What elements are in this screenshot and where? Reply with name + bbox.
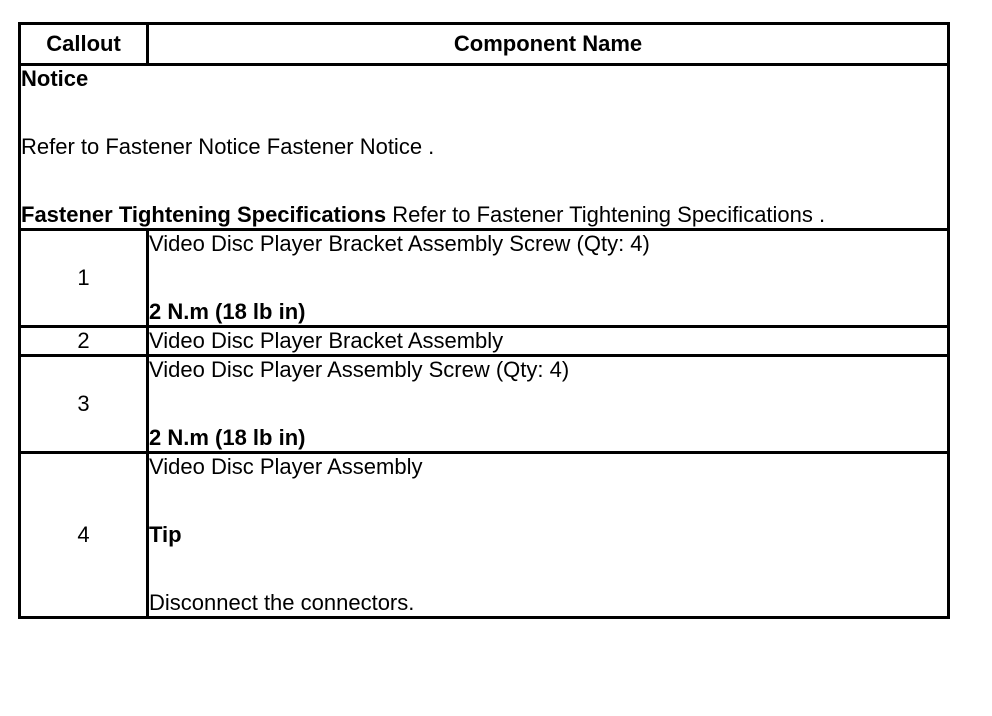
spec-label: Fastener Tightening Specifications xyxy=(21,202,387,227)
component-name: Video Disc Player Bracket Assembly Screw (Qty: 4) xyxy=(149,231,650,256)
notice-text: Refer to Fastener Notice Fastener Notice . xyxy=(21,134,435,159)
callout-cell: 2 xyxy=(20,327,148,356)
callout-cell: 4 xyxy=(20,453,148,618)
table-header-row xyxy=(20,24,949,65)
tip-label: Tip xyxy=(149,522,182,547)
component-name: Video Disc Player Assembly xyxy=(149,454,423,479)
table-row xyxy=(20,230,949,327)
header-component-name: Component Name xyxy=(148,24,949,65)
torque-spec: 2 N.m (18 lb in) xyxy=(149,425,306,450)
notice-row xyxy=(20,65,949,230)
spec-text: Refer to Fastener Tightening Specifications . xyxy=(386,202,826,227)
component-name: Video Disc Player Assembly Screw (Qty: 4) xyxy=(149,357,570,382)
component-cell xyxy=(148,356,949,453)
component-cell xyxy=(148,230,949,327)
table-row xyxy=(20,327,949,356)
component-table xyxy=(18,22,950,619)
tip-text: Disconnect the connectors. xyxy=(149,590,415,615)
component-name: Video Disc Player Bracket Assembly xyxy=(149,328,504,353)
callout-cell: 1 xyxy=(20,230,148,327)
header-callout: Callout xyxy=(20,24,148,65)
spec-line xyxy=(21,202,947,228)
component-cell xyxy=(148,453,949,618)
notice-cell xyxy=(20,65,949,230)
notice-title: Notice xyxy=(21,66,89,91)
torque-spec: 2 N.m (18 lb in) xyxy=(149,299,306,324)
table-row xyxy=(20,453,949,618)
table-row xyxy=(20,356,949,453)
callout-cell: 3 xyxy=(20,356,148,453)
component-cell xyxy=(148,327,949,356)
